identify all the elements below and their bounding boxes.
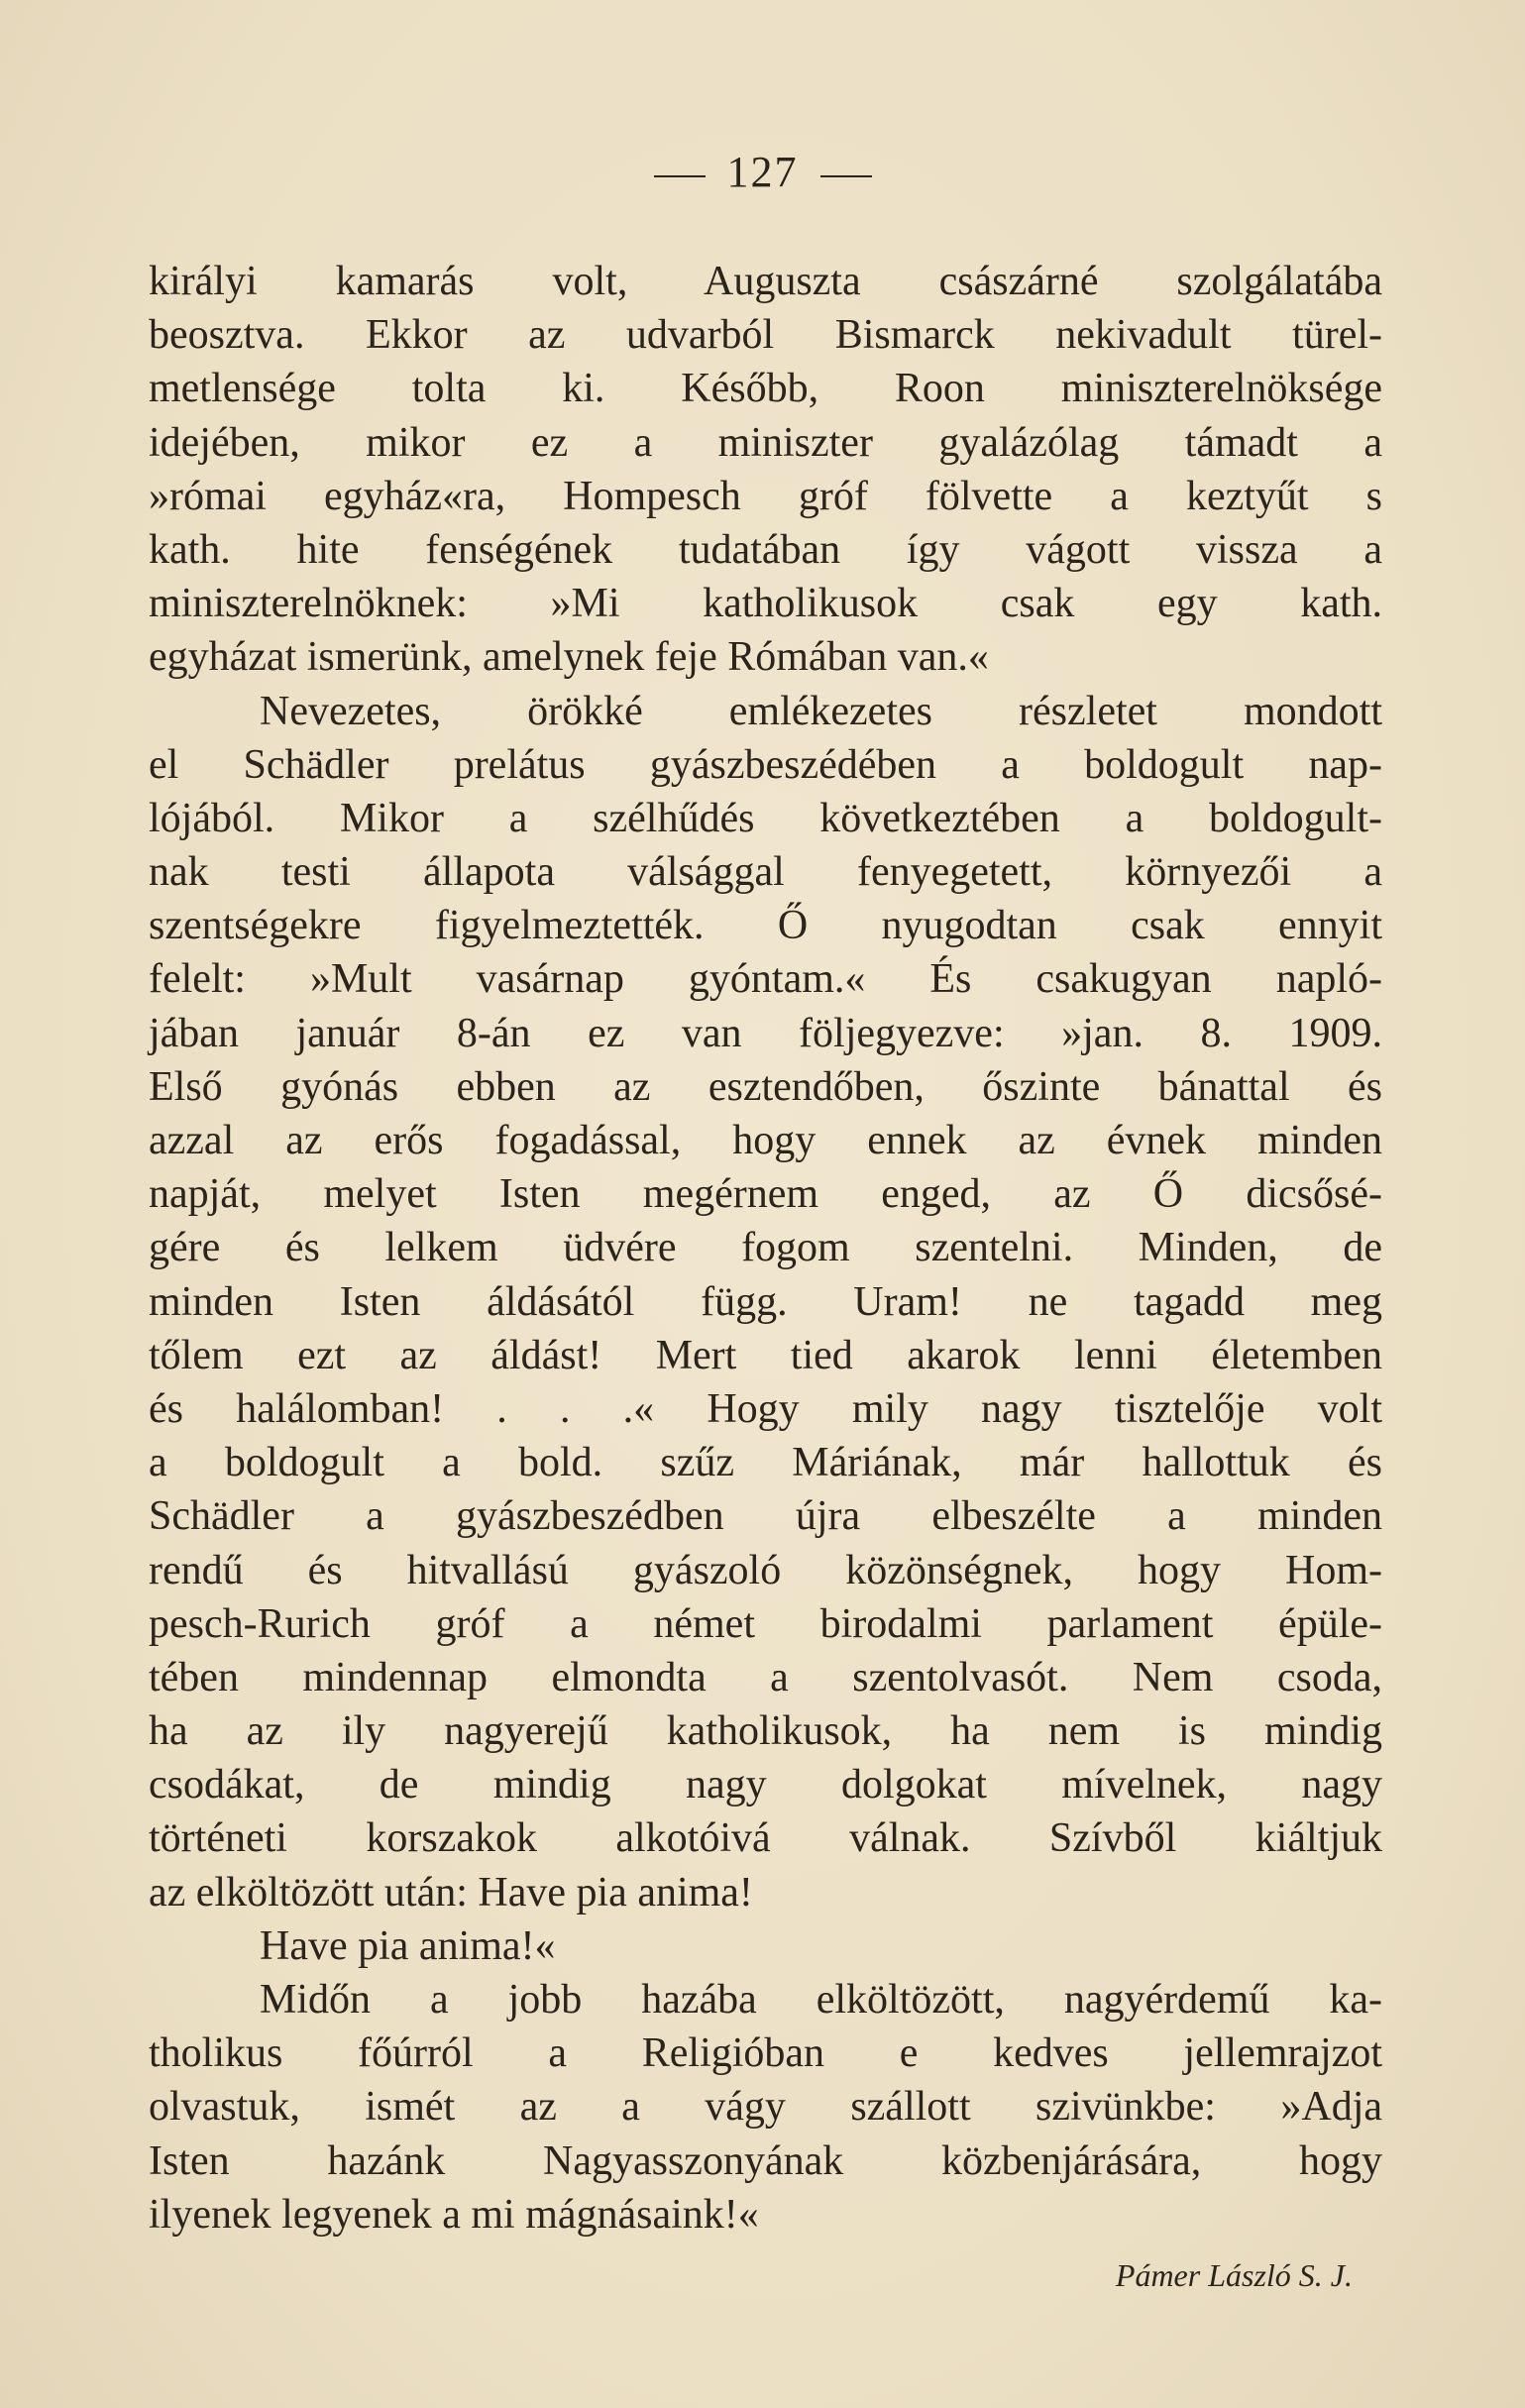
right-dash bbox=[820, 175, 872, 177]
text-line: Schädler a gyászbeszédben újra elbeszélte a minden bbox=[149, 1493, 1382, 1540]
text-line: Isten hazánk Nagyasszonyának közbenjárására, hogy bbox=[149, 2137, 1382, 2184]
text-line: a boldogult a bold. szűz Máriának, már hallottuk és bbox=[149, 1440, 1382, 1486]
author-signature: Pámer László S. J. bbox=[1115, 2257, 1353, 2293]
text-line: olvastuk, ismét az a vágy szállott szivünkbe: »Adja bbox=[149, 2084, 1382, 2131]
page-number: 127 bbox=[726, 148, 799, 196]
text-line: tőlem ezt az áldást! Mert tied akarok lenni életemben bbox=[149, 1332, 1382, 1378]
text-line: beosztva. Ekkor az udvarból Bismarck nekivadult türel- bbox=[149, 312, 1382, 359]
text-line: tében mindennap elmondta a szentolvasót. Nem csoda, bbox=[149, 1654, 1382, 1700]
body-text bbox=[149, 255, 1382, 2242]
text-line: Have pia anima!« bbox=[260, 1922, 556, 1969]
text-line: és halálomban! . . .« Hogy mily nagy tisztelője volt bbox=[149, 1385, 1382, 1432]
text-line: idejében, mikor ez a miniszter gyalázólag támadt a bbox=[149, 419, 1382, 466]
text-line: Nevezetes, örökké emlékezetes részletet mondott bbox=[260, 688, 1382, 734]
text-line: Első gyónás ebben az esztendőben, őszinte bánattal és bbox=[149, 1063, 1382, 1110]
text-line: csodákat, de mindig nagy dolgokat mívelnek, nagy bbox=[149, 1762, 1382, 1808]
text-line: lójából. Mikor a szélhűdés következtében a boldogult- bbox=[149, 795, 1382, 841]
text-line: jában január 8-án ez van följegyezve: »jan. 8. 1909. bbox=[149, 1010, 1382, 1056]
text-line: felelt: »Mult vasárnap gyóntam.« És csakugyan napló- bbox=[149, 956, 1382, 1003]
text-line: az elköltözött után: Have pia anima! bbox=[149, 1869, 753, 1915]
left-dash bbox=[654, 175, 706, 177]
page-number-header bbox=[0, 147, 1525, 197]
text-line: ha az ily nagyerejű katholikusok, ha nem is mindig bbox=[149, 1708, 1382, 1755]
text-line: kath. hite fenségének tudatában így vágott vissza a bbox=[149, 526, 1382, 573]
text-line: minden Isten áldásától függ. Uram! ne tagadd meg bbox=[149, 1278, 1382, 1325]
text-line: miniszterelnöknek: »Mi katholikusok csak egy kath. bbox=[149, 581, 1382, 627]
text-line: Midőn a jobb hazába elköltözött, nagyérdemű ka- bbox=[260, 1977, 1382, 2023]
text-line: gére és lelkem üdvére fogom szentelni. Minden, de bbox=[149, 1225, 1382, 1271]
text-line: azzal az erős fogadással, hogy ennek az évnek minden bbox=[149, 1118, 1382, 1163]
text-line: rendű és hitvallású gyászoló közönségnek, hogy Hom- bbox=[149, 1547, 1382, 1593]
text-line: pesch-Rurich gróf a német birodalmi parlament épüle- bbox=[149, 1600, 1382, 1647]
text-line: nak testi állapota válsággal fenyegetett, környezői a bbox=[149, 849, 1382, 896]
text-line: tholikus főúrról a Religióban e kedves jellemrajzot bbox=[149, 2030, 1382, 2077]
text-line: ilyenek legyenek a mi mágnásaink!« bbox=[149, 2191, 759, 2238]
text-line: királyi kamarás volt, Auguszta császárné szolgálatába bbox=[149, 259, 1382, 304]
text-line: »római egyház«ra, Hompesch gróf fölvette a keztyűt s bbox=[149, 473, 1382, 519]
text-line: történeti korszakok alkotóivá válnak. Szívből kiáltjuk bbox=[149, 1815, 1382, 1862]
text-line: napját, melyet Isten megérnem enged, az Ő dicsősé- bbox=[149, 1171, 1382, 1218]
text-line: metlensége tolta ki. Később, Roon miniszterelnöksége bbox=[149, 366, 1382, 412]
text-line: szentségekre figyelmeztették. Ő nyugodtan csak ennyit bbox=[149, 903, 1382, 949]
text-line: egyházat ismerünk, amelynek feje Rómában van.« bbox=[149, 634, 989, 681]
text-line: el Schädler prelátus gyászbeszédében a boldogult nap- bbox=[149, 741, 1382, 788]
